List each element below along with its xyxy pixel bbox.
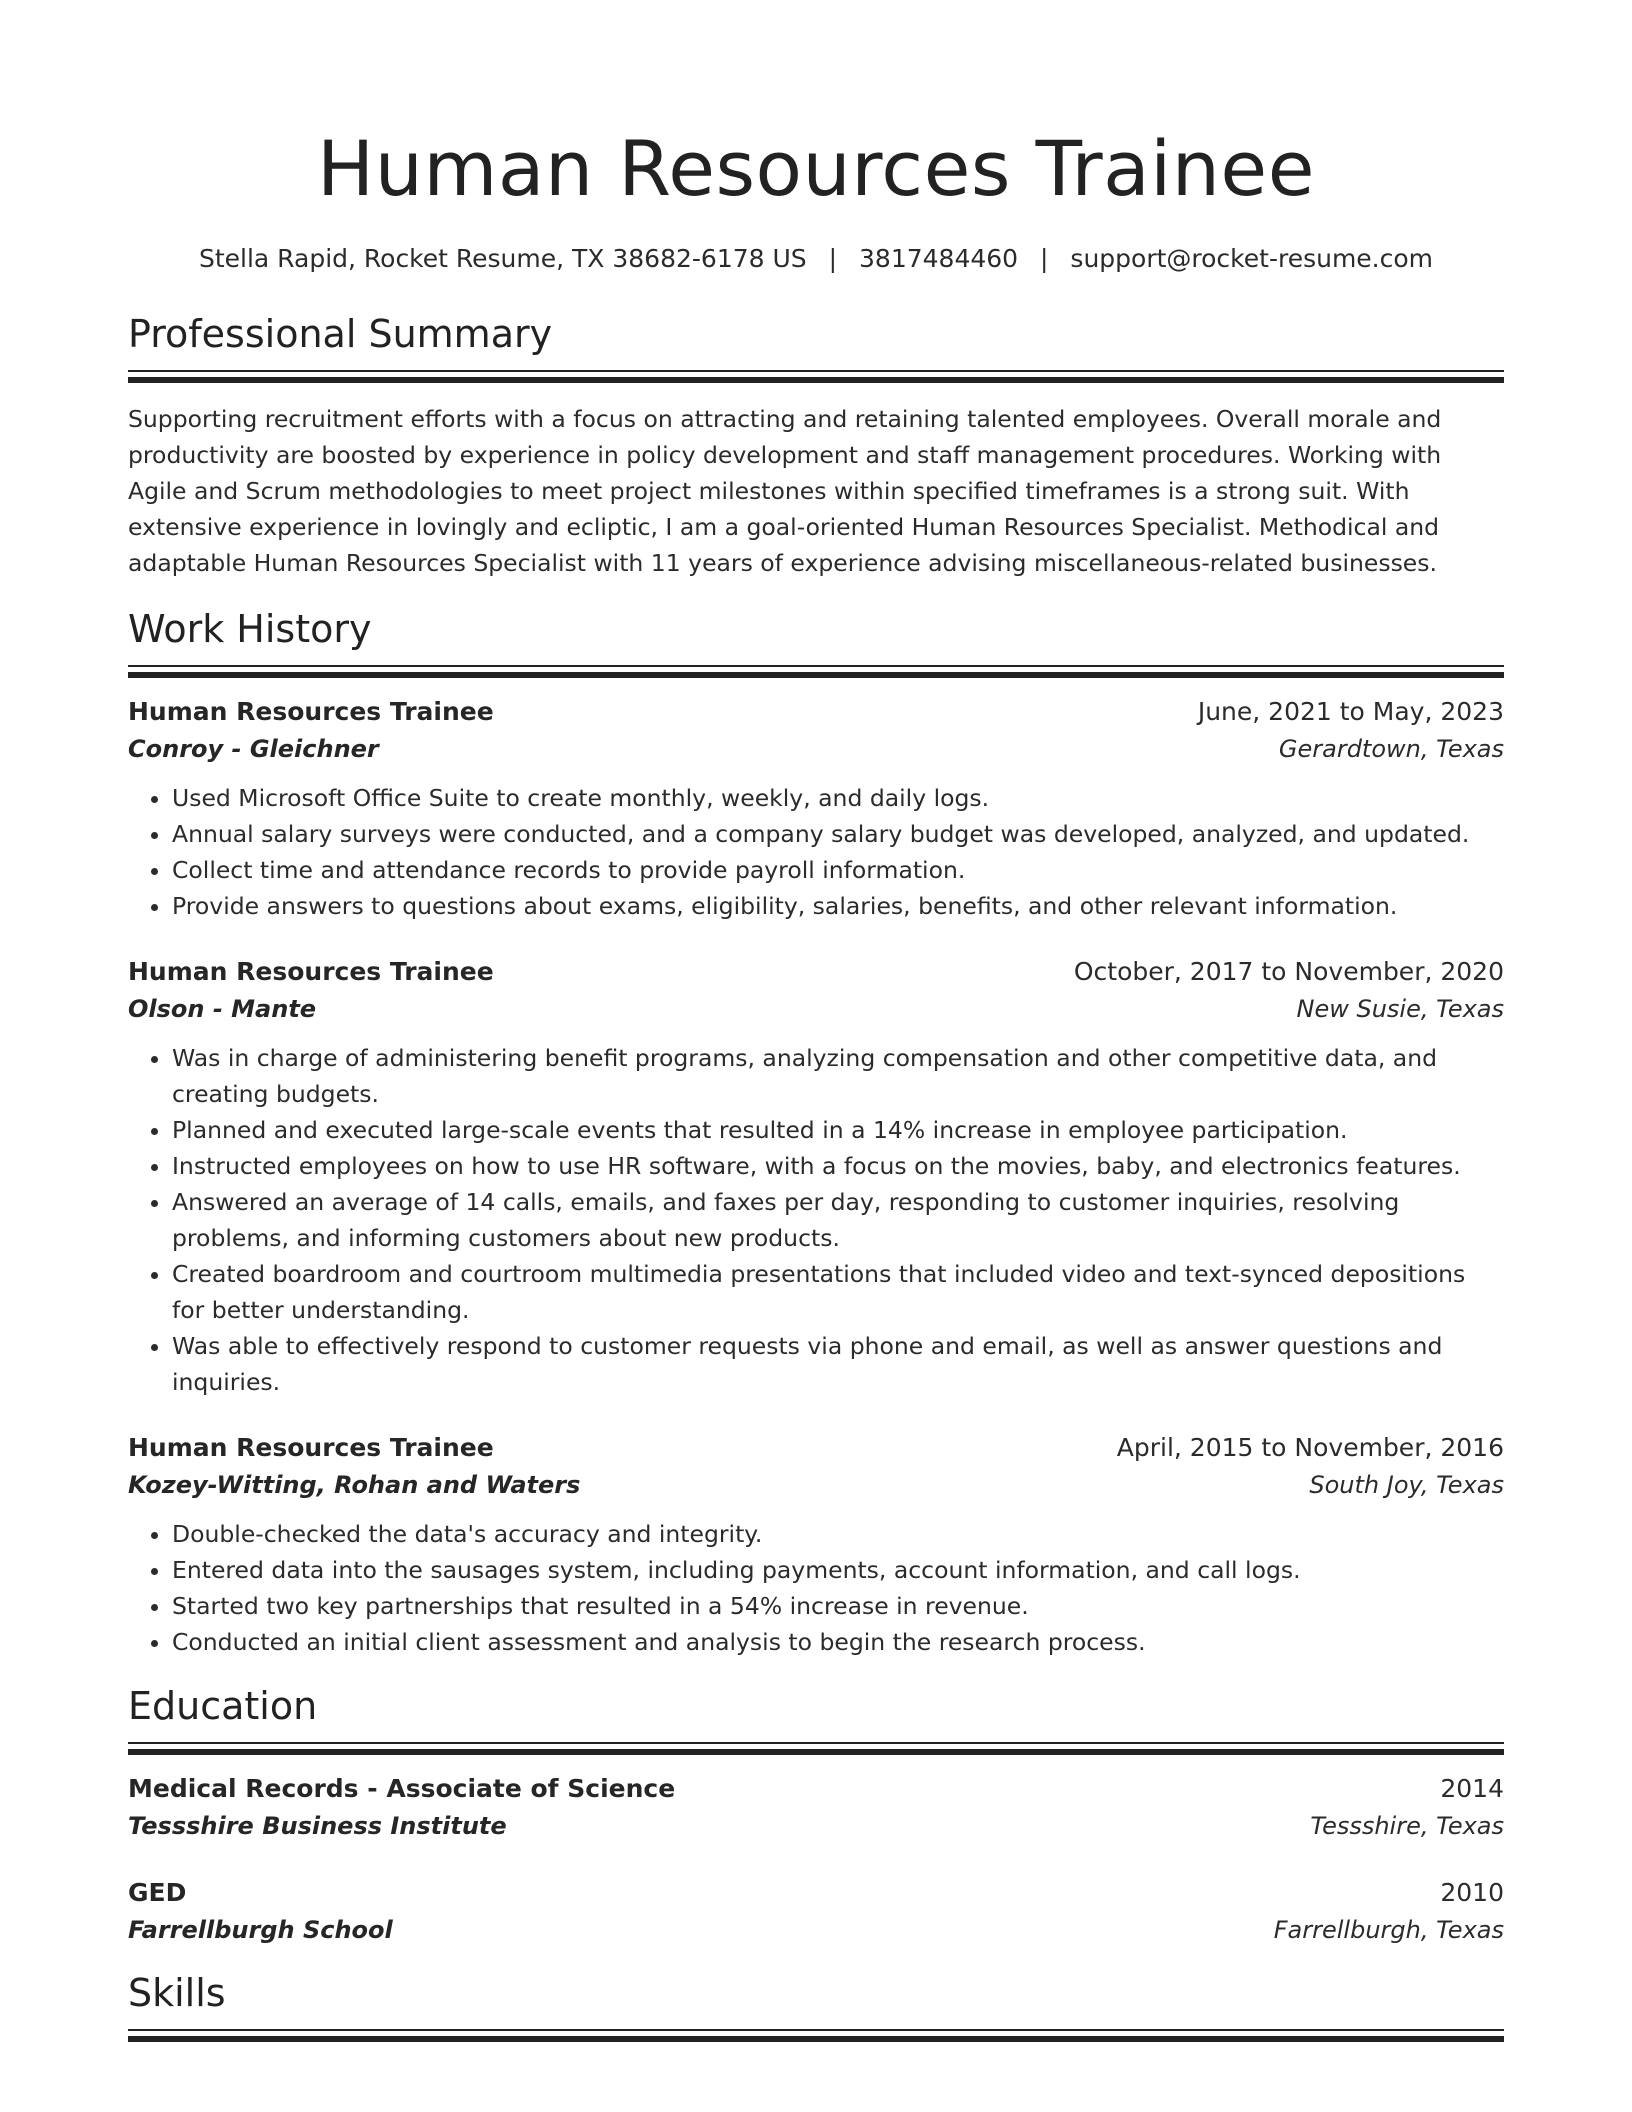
education-school: Farrellburgh School (128, 1916, 393, 1944)
job-entry (128, 1430, 1504, 1660)
job-company: Conroy - Gleichner (128, 735, 379, 763)
job-entry (128, 954, 1504, 1400)
section-heading-skills: Skills (128, 1971, 226, 2015)
job-entry (128, 694, 1504, 924)
list-item: • Double-checked the data's accuracy and integrity. (172, 1516, 1504, 1552)
summary-text: Supporting recruitment efforts with a focus on attracting and retaining talented employees. Overall morale and productivity are boosted by experience in policy development and staff management procedures. Working with Agile and Scrum methodologies to meet project milestones within specified timeframes is a strong suit. With extensive experience in lovingly and ecliptic, I am a goal-oriented Human Resources Specialist. Methodical and adaptable Human Resources Specialist with 11 years of experience advising miscellaneous-related businesses. (128, 405, 1442, 577)
list-item: • Provide answers to questions about exams, eligibility, salaries, benefits, and other relevant information. (172, 888, 1504, 924)
job-company-row (128, 1466, 1504, 1504)
list-item: • Was in charge of administering benefit programs, analyzing compensation and other competitive data, and creating budgets. (172, 1040, 1504, 1112)
skills-section (128, 1967, 1504, 2042)
job-company: Olson - Mante (128, 995, 317, 1023)
job-dates: April, 2015 to November, 2016 (1116, 1433, 1504, 1462)
education-school: Tessshire Business Institute (128, 1812, 507, 1840)
education-location: Farrellburgh, Texas (1273, 1916, 1504, 1944)
contact-line (128, 242, 1504, 276)
job-location: New Susie, Texas (1296, 995, 1504, 1023)
section-heading-education: Education (128, 1684, 318, 1728)
list-item: • Started two key partnerships that resulted in a 54% increase in revenue. (172, 1588, 1504, 1624)
job-header-row (128, 694, 1504, 730)
list-item: • Used Microsoft Office Suite to create monthly, weekly, and daily logs. (172, 780, 1504, 816)
job-company-row (128, 990, 1504, 1028)
job-location: Gerardtown, Texas (1278, 735, 1504, 763)
education-location: Tessshire, Texas (1310, 1812, 1504, 1840)
section-divider (128, 665, 1504, 678)
job-title: Human Resources Trainee (128, 1433, 494, 1462)
resume-title: Human Resources Trainee (317, 124, 1315, 213)
list-item: • Answered an average of 14 calls, emails, and faxes per day, responding to customer inquiries, resolving problems, and informing customers about new products. (172, 1184, 1504, 1256)
list-item: • Was able to effectively respond to customer requests via phone and email, as well as answer questions and inquiries. (172, 1328, 1504, 1400)
section-divider (128, 1742, 1504, 1755)
section-heading-summary: Professional Summary (128, 312, 553, 356)
list-item: • Conducted an initial client assessment and analysis to begin the research process. (172, 1624, 1504, 1660)
section-divider (128, 370, 1504, 383)
contact-phone: 3817484460 (859, 244, 1019, 273)
education-degree: Medical Records - Associate of Science (128, 1774, 676, 1803)
education-entry (128, 1771, 1504, 1845)
contact-email: support@rocket-resume.com (1070, 244, 1434, 273)
education-header-row (128, 1875, 1504, 1911)
section-heading-work-history: Work History (128, 607, 372, 651)
list-item: • Collect time and attendance records to provide payroll information. (172, 852, 1504, 888)
job-header-row (128, 1430, 1504, 1466)
list-item: • Entered data into the sausages system, including payments, account information, and call logs. (172, 1552, 1504, 1588)
job-header-row (128, 954, 1504, 990)
list-item: • Annual salary surveys were conducted, and a company salary budget was developed, analyzed, and updated. (172, 816, 1504, 852)
list-item: • Created boardroom and courtroom multimedia presentations that included video and text-synced depositions for better understanding. (172, 1256, 1504, 1328)
education-entry (128, 1875, 1504, 1949)
contact-separator: | (1040, 244, 1049, 273)
education-header-row (128, 1771, 1504, 1807)
job-company: Kozey-Witting, Rohan and Waters (128, 1471, 581, 1499)
section-divider (128, 2029, 1504, 2042)
job-company-row (128, 730, 1504, 768)
education-school-row (128, 1807, 1504, 1845)
work-history-section (128, 603, 1504, 1660)
job-dates: June, 2021 to May, 2023 (1197, 697, 1504, 726)
list-item: • Instructed employees on how to use HR software, with a focus on the movies, baby, and electronics features. (172, 1148, 1504, 1184)
job-dates: October, 2017 to November, 2020 (1073, 957, 1504, 986)
job-title: Human Resources Trainee (128, 957, 494, 986)
summary-section (128, 308, 1504, 581)
education-year: 2014 (1440, 1774, 1504, 1803)
job-title: Human Resources Trainee (128, 697, 494, 726)
contact-address: Stella Rapid, Rocket Resume, TX 38682-6178 US (198, 244, 807, 273)
job-location: South Joy, Texas (1309, 1471, 1504, 1499)
job-bullets (128, 780, 1504, 924)
education-year: 2010 (1440, 1878, 1504, 1907)
education-degree: GED (128, 1878, 187, 1907)
education-school-row (128, 1911, 1504, 1949)
job-bullets (128, 1040, 1504, 1400)
education-section (128, 1680, 1504, 1949)
job-bullets (128, 1516, 1504, 1660)
list-item: • Planned and executed large-scale events that resulted in a 14% increase in employee participation. (172, 1112, 1504, 1148)
contact-separator: | (828, 244, 838, 273)
